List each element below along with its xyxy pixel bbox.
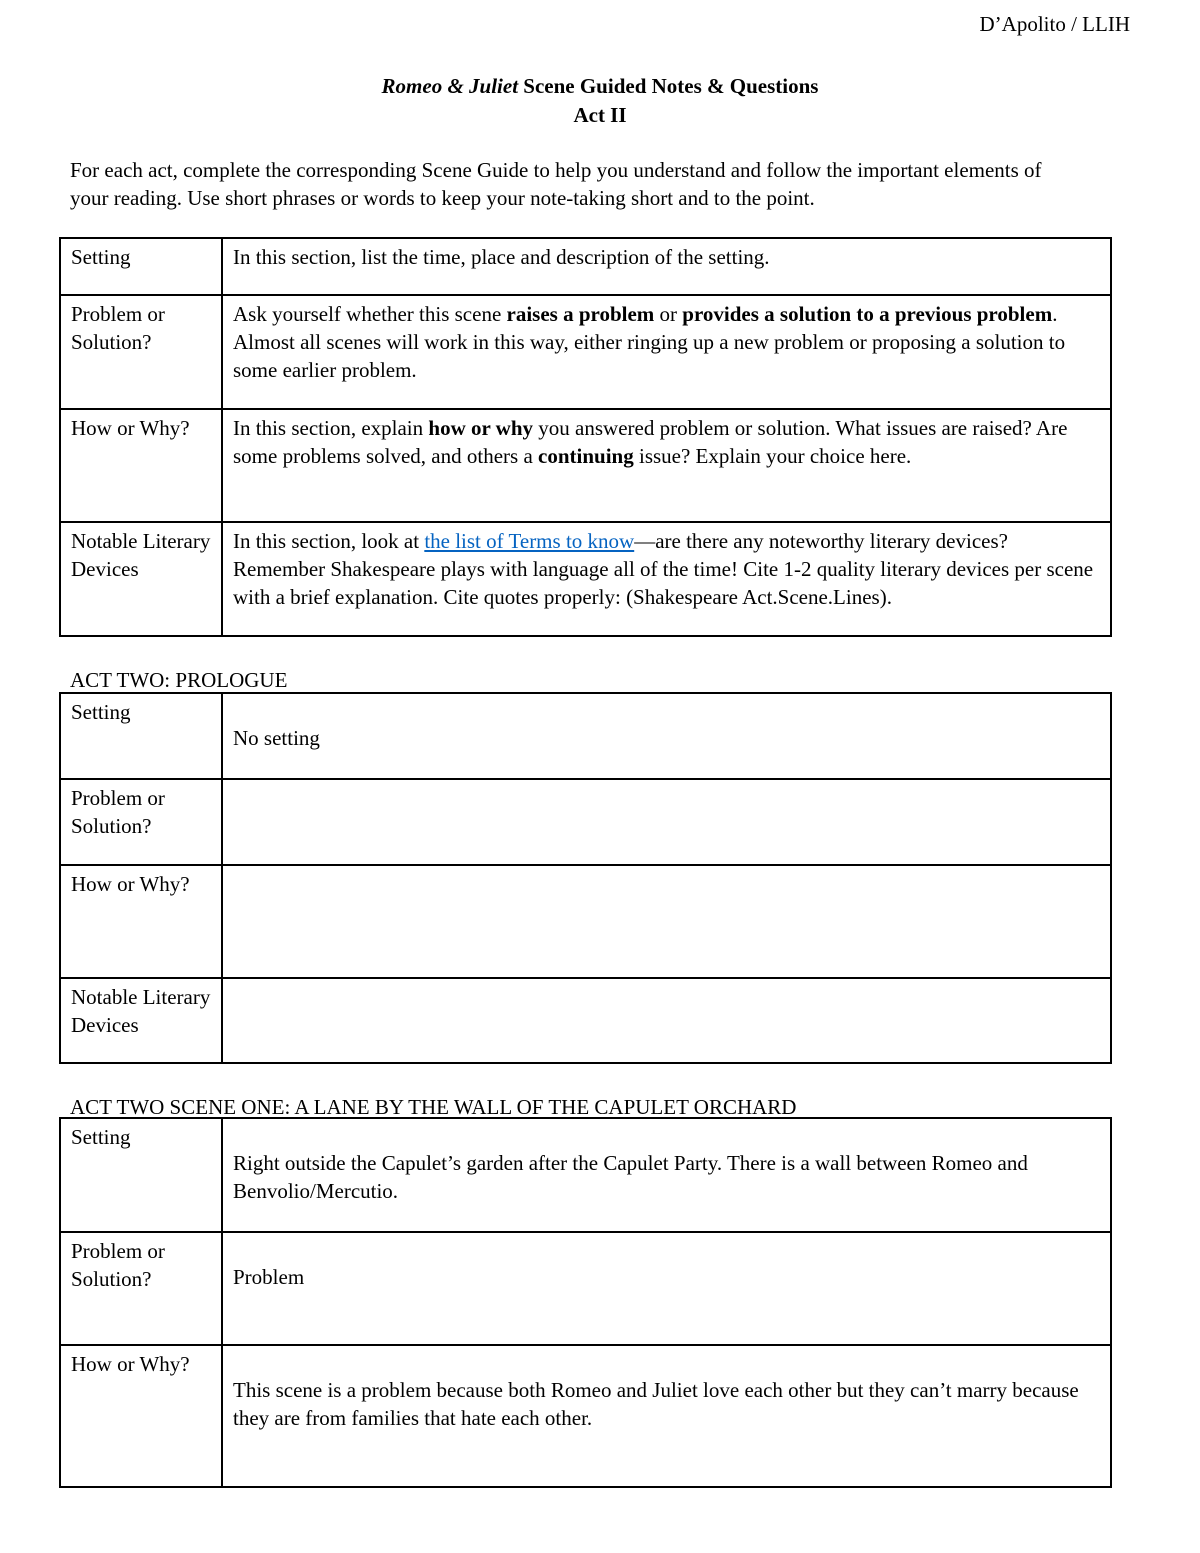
bold-segment: provides a solution to a previous problem (682, 302, 1053, 326)
answer-cell[interactable]: No setting (222, 693, 1111, 779)
row-label: Notable Literary Devices (60, 522, 222, 636)
answer-cell[interactable] (222, 779, 1111, 865)
row-label: How or Why? (60, 409, 222, 522)
table-row (60, 522, 1111, 636)
text-segment: issue? Explain your choice here. (633, 444, 912, 468)
scene-one-heading: ACT TWO SCENE ONE: A LANE BY THE WALL OF THE CAPULET ORCHARD (70, 1095, 797, 1119)
act-subtitle: Act II (573, 103, 627, 127)
answer-cell[interactable]: Problem (222, 1232, 1111, 1345)
bold-segment: how or why (428, 416, 534, 440)
row-label: Setting (60, 693, 222, 779)
instructions-paragraph: For each act, complete the corresponding Scene Guide to help you understand and follow the important elements of your reading. Use short phrases or words to keep your note-taking short and to the point. (70, 158, 1042, 210)
text-segment: —are there any noteworthy literary devices? Remember Shakespeare plays with language all of the time! Cite 1-2 quality literary devices per scene with a brief explanation. Cite quotes properly: (Shakespeare Act.Scene.Lines). (233, 529, 1094, 609)
title-line (0, 72, 1200, 101)
bold-segment: continuing (538, 444, 634, 468)
table-row (60, 409, 1111, 522)
table-row (60, 978, 1111, 1063)
title-rest: Scene Guided Notes & Questions (518, 74, 819, 98)
row-description (222, 522, 1111, 636)
answer-cell[interactable] (222, 978, 1111, 1063)
table-row (60, 1345, 1111, 1487)
row-label: Notable Literary Devices (60, 978, 222, 1063)
text-segment: . Almost all scenes will work in this way, either ringing up a new problem or proposing a solution to some earlier problem. (233, 302, 1066, 382)
author-class-header: D’Apolito / LLIH (979, 12, 1130, 36)
table-row (60, 693, 1111, 779)
row-description (222, 409, 1111, 522)
title-italic: Romeo & Juliet (381, 74, 519, 98)
row-label: Problem or Solution? (60, 295, 222, 409)
text-segment: you answered problem or solution. What issues are raised? Are some problems solved, and others a (233, 416, 1068, 468)
text-segment: In this section, explain (233, 416, 429, 440)
scene-guide-table (59, 237, 1112, 637)
row-label: Problem or Solution? (60, 1232, 222, 1345)
answer-cell[interactable]: This scene is a problem because both Romeo and Juliet love each other but they can’t marry because they are from families that hate each other. (222, 1345, 1111, 1487)
row-label: Setting (60, 1118, 222, 1232)
text-segment: Ask yourself whether this scene (233, 302, 507, 326)
document-title (0, 72, 1200, 130)
table-row (60, 295, 1111, 409)
row-label: How or Why? (60, 1345, 222, 1487)
text-segment: In this section, look at (233, 529, 425, 553)
table-row (60, 1118, 1111, 1232)
row-description (222, 295, 1111, 409)
table-row (60, 779, 1111, 865)
table-row (60, 238, 1111, 295)
row-label: How or Why? (60, 865, 222, 978)
table-row (60, 865, 1111, 978)
answer-cell[interactable]: Right outside the Capulet’s garden after the Capulet Party. There is a wall between Romeo and Benvolio/Mercutio. (222, 1118, 1111, 1232)
row-label: Problem or Solution? (60, 779, 222, 865)
row-description: In this section, list the time, place and description of the setting. (222, 238, 1111, 295)
prologue-heading: ACT TWO: PROLOGUE (70, 668, 288, 692)
scene-one-table (59, 1117, 1112, 1488)
table-row (60, 1232, 1111, 1345)
answer-cell[interactable] (222, 865, 1111, 978)
terms-to-know-link[interactable]: the list of Terms to know (424, 529, 635, 553)
bold-segment: raises a problem (506, 302, 655, 326)
prologue-table (59, 692, 1112, 1064)
text-segment: or (654, 302, 683, 326)
row-label: Setting (60, 238, 222, 295)
